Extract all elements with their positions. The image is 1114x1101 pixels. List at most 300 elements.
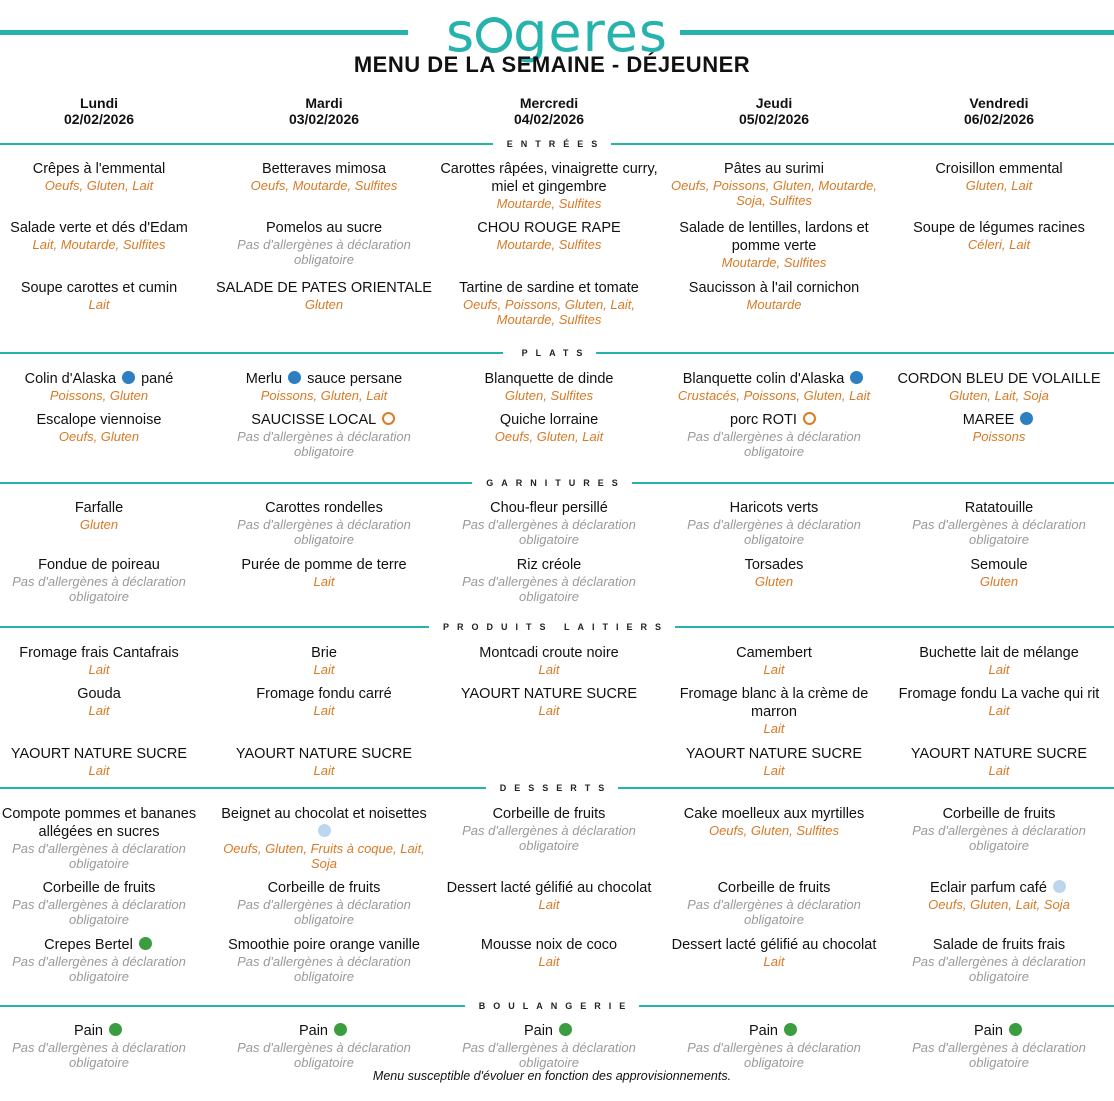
- allergen-list: Pas d'allergènes à déclaration obligatoire: [12, 574, 186, 604]
- fish-badge-icon: [1020, 412, 1033, 425]
- dish-name: [0, 1022, 211, 1040]
- menu-item: [437, 556, 661, 604]
- dish-name: [662, 370, 886, 388]
- dish-label: YAOURT NATURE SUCRE: [685, 746, 863, 762]
- day-header: [889, 95, 1109, 127]
- allergen-list: Poissons: [972, 429, 1026, 444]
- menu-item: [887, 685, 1111, 718]
- allergen-list: Pas d'allergènes à déclaration obligatoire: [237, 429, 411, 459]
- dish-label: Blanquette de dinde: [484, 371, 614, 387]
- dish-label: Gouda: [77, 686, 121, 702]
- allergen-list: Poissons, Gluten: [49, 388, 149, 403]
- allergen-list: Gluten, Lait, Soja: [949, 388, 1049, 403]
- section-label: PLATS: [508, 348, 597, 358]
- menu-item: [437, 160, 661, 211]
- allergen-list: Pas d'allergènes à déclaration obligatoire: [237, 954, 411, 984]
- menu-item: [662, 879, 886, 927]
- dish-name: [0, 745, 211, 763]
- dish-name: [0, 370, 211, 388]
- dish-label: CHOU ROUGE RAPE: [477, 220, 621, 236]
- menu-item: [0, 685, 211, 718]
- dish-name: [0, 411, 211, 429]
- dish-name: [0, 160, 211, 178]
- dish-name: [0, 556, 211, 574]
- dish-label: Compote pommes et bananes allégées en sucres: [1, 806, 197, 840]
- menu-item: [0, 936, 211, 984]
- allergen-list: Lait: [88, 662, 110, 677]
- section-divider-entrees: [0, 137, 1114, 151]
- menu-item: [887, 644, 1111, 677]
- dish-label: Torsades: [744, 557, 804, 573]
- allergen-list: Gluten: [79, 517, 119, 532]
- dish-name: [212, 879, 436, 897]
- allergen-list: Céleri, Lait: [967, 237, 1031, 252]
- dish-name: [887, 411, 1111, 429]
- dish-label: Buchette lait de mélange: [919, 645, 1079, 661]
- dish-label: Pain: [973, 1023, 1003, 1039]
- allergen-list: Moutarde, Sulfites: [496, 237, 602, 252]
- menu-item: [437, 805, 661, 853]
- menu-item: [887, 370, 1111, 403]
- dish-name: [662, 499, 886, 517]
- dish-name: [662, 879, 886, 897]
- dish-label: Fromage fondu carré: [256, 686, 392, 702]
- day-date: 05/02/2026: [738, 111, 810, 127]
- dish-name: [887, 499, 1111, 517]
- allergen-list: Oeufs, Gluten, Lait: [44, 178, 154, 193]
- dish-name: [887, 556, 1111, 574]
- dish-label: Fromage blanc à la crème de marron: [679, 686, 869, 720]
- allergen-list: Oeufs, Gluten: [58, 429, 140, 444]
- bio-badge-icon: [559, 1023, 572, 1036]
- dish-name: [887, 745, 1111, 763]
- dish-label: Pâtes au surimi: [724, 161, 824, 177]
- dish-label: YAOURT NATURE SUCRE: [10, 746, 188, 762]
- dish-name: [662, 219, 886, 255]
- menu-item: [212, 685, 436, 718]
- dish-label: Corbeille de fruits: [492, 806, 606, 822]
- allergen-list: Lait: [313, 662, 335, 677]
- dish-name: [437, 936, 661, 954]
- dish-label: SALADE DE PATES ORIENTALE: [216, 280, 432, 296]
- allergen-list: Oeufs, Gluten, Lait, Soja: [928, 897, 1070, 912]
- dish-name: [887, 370, 1111, 388]
- allergen-list: Lait: [538, 662, 560, 677]
- dish-label: Semoule: [970, 557, 1028, 573]
- dish-label: YAOURT NATURE SUCRE: [460, 686, 638, 702]
- section-label: PRODUITS LAITIERS: [429, 622, 675, 632]
- allergen-list: Lait: [313, 574, 335, 589]
- menu-item: [887, 936, 1111, 984]
- menu-item: [437, 219, 661, 252]
- allergen-list: Lait: [988, 662, 1010, 677]
- menu-item: [887, 160, 1111, 193]
- menu-item: [0, 411, 211, 444]
- dish-label: CORDON BLEU DE VOLAILLE: [897, 371, 1101, 387]
- footer-note: Menu susceptible d'évoluer en fonction des approvisionnements.: [372, 1069, 732, 1083]
- dish-label: Purée de pomme de terre: [241, 557, 407, 573]
- dish-name: [212, 279, 436, 297]
- menu-item: [662, 279, 886, 312]
- dish-label: Chou-fleur persillé: [490, 500, 608, 516]
- local-badge-icon: [382, 412, 395, 425]
- dish-name: [212, 499, 436, 517]
- day-date: 06/02/2026: [963, 111, 1035, 127]
- allergen-list: Gluten: [304, 297, 344, 312]
- menu-item: [212, 219, 436, 267]
- allergen-list: Pas d'allergènes à déclaration obligatoire: [237, 1040, 411, 1070]
- dish-label: Colin d'Alaska: [24, 371, 117, 387]
- menu-item: [437, 370, 661, 403]
- dish-label: Blanquette colin d'Alaska: [682, 371, 845, 387]
- menu-item: [662, 745, 886, 778]
- menu-item: [662, 1022, 886, 1070]
- dish-name: [887, 644, 1111, 662]
- sogeres-logo: s geres: [445, 1, 668, 64]
- dish-label: Fromage fondu La vache qui rit: [898, 686, 1100, 702]
- allergen-list: Pas d'allergènes à déclaration obligatoire: [687, 517, 861, 547]
- dish-name: [437, 411, 661, 429]
- menu-item: [212, 936, 436, 984]
- dish-label: YAOURT NATURE SUCRE: [910, 746, 1088, 762]
- allergen-list: Pas d'allergènes à déclaration obligatoire: [462, 823, 636, 853]
- allergen-list: Gluten: [979, 574, 1019, 589]
- dish-name: [662, 411, 886, 429]
- dish-label: MAREE: [962, 412, 1015, 428]
- dish-label: Farfalle: [74, 500, 124, 516]
- dish-label: Smoothie poire orange vanille: [228, 937, 420, 953]
- day-header: [0, 95, 209, 127]
- section-label: ENTRÉES: [493, 139, 612, 149]
- bio-badge-icon: [1009, 1023, 1022, 1036]
- dish-label: Fromage frais Cantafrais: [19, 645, 179, 661]
- dish-name: [887, 1022, 1111, 1040]
- menu-item: [887, 745, 1111, 778]
- fish-badge-icon: [122, 371, 135, 384]
- menu-item: [212, 879, 436, 927]
- dish-name: [212, 685, 436, 703]
- day-date: 03/02/2026: [288, 111, 360, 127]
- menu-item: [887, 879, 1111, 912]
- dish-name: [212, 644, 436, 662]
- section-label: DESSERTS: [486, 783, 619, 793]
- menu-item: [662, 685, 886, 736]
- menu-item: [212, 370, 436, 403]
- allergen-list: Pas d'allergènes à déclaration obligatoire: [12, 954, 186, 984]
- allergen-list: Pas d'allergènes à déclaration obligatoire: [912, 823, 1086, 853]
- dish-name: [0, 805, 211, 841]
- menu-item: [0, 805, 211, 871]
- dish-name: [662, 805, 886, 823]
- dish-label: Haricots verts: [729, 500, 819, 516]
- allergen-list: Pas d'allergènes à déclaration obligatoire: [687, 429, 861, 459]
- dish-name: [662, 936, 886, 954]
- menu-item: [437, 1022, 661, 1070]
- dish-name: [662, 644, 886, 662]
- dish-label: Dessert lacté gélifié au chocolat: [671, 937, 877, 953]
- dish-label: Quiche lorraine: [499, 412, 599, 428]
- menu-item: [0, 499, 211, 532]
- dish-name: [212, 219, 436, 237]
- allergen-list: Pas d'allergènes à déclaration obligatoire: [237, 237, 411, 267]
- allergen-list: Lait: [538, 703, 560, 718]
- menu-item: [437, 499, 661, 547]
- menu-item: [212, 745, 436, 778]
- menu-item: [662, 936, 886, 969]
- menu-item: [212, 644, 436, 677]
- dish-name: [437, 279, 661, 297]
- menu-item: [0, 219, 211, 252]
- dish-name: [887, 160, 1111, 178]
- dish-label: Pain: [523, 1023, 553, 1039]
- dish-name: [662, 1022, 886, 1040]
- allergen-list: Oeufs, Poissons, Gluten, Lait, Moutarde, Sulfites: [463, 297, 635, 327]
- fish-badge-icon: [288, 371, 301, 384]
- section-divider-garnitures: [0, 476, 1114, 490]
- menu-item: [437, 936, 661, 969]
- allergen-list: Poissons, Gluten, Lait: [260, 388, 388, 403]
- menu-item: [437, 279, 661, 327]
- dish-name: [0, 279, 211, 297]
- dish-label: Pain: [748, 1023, 778, 1039]
- dish-name: [887, 219, 1111, 237]
- dish-label: Salade de lentilles, lardons et pomme verte: [679, 220, 869, 254]
- menu-item: [0, 279, 211, 312]
- menu-item: [662, 644, 886, 677]
- allergen-list: Pas d'allergènes à déclaration obligatoire: [687, 897, 861, 927]
- menu-item: [662, 805, 886, 838]
- menu-item: [437, 411, 661, 444]
- bio-badge-icon: [139, 937, 152, 950]
- dish-label: Tartine de sardine et tomate: [459, 280, 639, 296]
- dish-name: [212, 936, 436, 954]
- menu-item: [0, 644, 211, 677]
- menu-item: [662, 556, 886, 589]
- header-bar-left: [0, 30, 408, 35]
- menu-item: [212, 160, 436, 193]
- dish-suffix: pané: [141, 371, 174, 387]
- menu-item: [662, 499, 886, 547]
- menu-item: [212, 1022, 436, 1070]
- dish-label: Soupe de légumes racines: [913, 220, 1085, 236]
- dish-label: Carottes râpées, vinaigrette curry, miel et gingembre: [440, 161, 658, 195]
- allergen-list: Pas d'allergènes à déclaration obligatoire: [912, 517, 1086, 547]
- allergen-list: Pas d'allergènes à déclaration obligatoire: [462, 1040, 636, 1070]
- fish-badge-icon: [850, 371, 863, 384]
- allergen-list: Moutarde, Sulfites: [496, 196, 602, 211]
- allergen-list: Gluten, Lait: [965, 178, 1033, 193]
- dish-label: Merlu: [245, 371, 283, 387]
- menu-item: [887, 499, 1111, 547]
- menu-item: [887, 411, 1111, 444]
- dish-label: Corbeille de fruits: [42, 880, 156, 896]
- section-label: BOULANGERIE: [465, 1001, 640, 1011]
- dish-label: Dessert lacté gélifié au chocolat: [446, 880, 652, 896]
- page-title: MENU DE LA SEMAINE - DÉJEUNER: [353, 52, 751, 77]
- menu-item: [0, 879, 211, 927]
- dish-name: [437, 685, 661, 703]
- allergen-list: Lait: [763, 954, 785, 969]
- menu-item: [0, 745, 211, 778]
- menu-item: [887, 1022, 1111, 1070]
- section-divider-laitiers: [0, 620, 1114, 634]
- dish-label: Soupe carottes et cumin: [20, 280, 178, 296]
- menu-item: [437, 879, 661, 912]
- allergen-list: Lait: [313, 763, 335, 778]
- local-badge-icon: [803, 412, 816, 425]
- menu-item: [0, 556, 211, 604]
- dish-name: [212, 556, 436, 574]
- menu-item: [212, 556, 436, 589]
- dish-name: [212, 160, 436, 178]
- dish-name: [437, 1022, 661, 1040]
- allergen-list: Pas d'allergènes à déclaration obligatoire: [12, 841, 186, 871]
- dish-label: Saucisson à l'ail cornichon: [688, 280, 860, 296]
- dish-name: [437, 556, 661, 574]
- dish-label: Crepes Bertel: [44, 937, 133, 953]
- allergen-list: Pas d'allergènes à déclaration obligatoire: [462, 517, 636, 547]
- dish-label: Fondue de poireau: [38, 557, 160, 573]
- allergen-list: Oeufs, Poissons, Gluten, Moutarde, Soja, Sulfites: [671, 178, 877, 208]
- dish-label: Pain: [298, 1023, 328, 1039]
- dish-label: Escalope viennoise: [36, 412, 162, 428]
- dish-name: [437, 644, 661, 662]
- section-divider-desserts: [0, 781, 1114, 795]
- dish-label: Corbeille de fruits: [942, 806, 1056, 822]
- allergen-list: Gluten: [754, 574, 794, 589]
- dish-name: [212, 805, 436, 841]
- menu-item: [212, 279, 436, 312]
- dish-label: Eclair parfum café: [930, 880, 1047, 896]
- dish-name: [662, 279, 886, 297]
- dish-label: Salade verte et dés d'Edam: [10, 220, 188, 236]
- dish-label: Corbeille de fruits: [267, 880, 381, 896]
- dish-name: [0, 685, 211, 703]
- allergen-list: Lait: [88, 297, 110, 312]
- allergen-list: Oeufs, Gluten, Sulfites: [708, 823, 840, 838]
- menu-item: [887, 219, 1111, 252]
- day-name: Mardi: [305, 95, 343, 111]
- frozen-badge-icon: [318, 824, 331, 837]
- menu-item: [662, 370, 886, 403]
- section-label: GARNITURES: [472, 478, 632, 488]
- dish-label: SAUCISSE LOCAL: [251, 412, 376, 428]
- day-header: [214, 95, 434, 127]
- allergen-list: Oeufs, Gluten, Fruits à coque, Lait, Soja: [223, 841, 425, 871]
- allergen-list: Pas d'allergènes à déclaration obligatoire: [237, 517, 411, 547]
- allergen-list: Oeufs, Moutarde, Sulfites: [250, 178, 398, 193]
- allergen-list: Crustacés, Poissons, Gluten, Lait: [677, 388, 871, 403]
- allergen-list: Pas d'allergènes à déclaration obligatoire: [687, 1040, 861, 1070]
- dish-name: [437, 160, 661, 196]
- menu-item: [0, 160, 211, 193]
- allergen-list: Lait: [538, 954, 560, 969]
- allergen-list: Lait: [538, 897, 560, 912]
- dish-label: Carottes rondelles: [265, 500, 383, 516]
- menu-item: [212, 805, 436, 871]
- day-name: Jeudi: [755, 95, 793, 111]
- dish-name: [887, 685, 1111, 703]
- dish-label: Cake moelleux aux myrtilles: [683, 806, 865, 822]
- dish-name: [437, 219, 661, 237]
- dish-name: [437, 499, 661, 517]
- dish-label: Camembert: [736, 645, 812, 661]
- allergen-list: Pas d'allergènes à déclaration obligatoire: [12, 897, 186, 927]
- allergen-list: Pas d'allergènes à déclaration obligatoire: [912, 1040, 1086, 1070]
- menu-item: [662, 411, 886, 459]
- day-name: Mercredi: [519, 95, 579, 111]
- menu-item: [437, 685, 661, 718]
- dish-label: Ratatouille: [964, 500, 1034, 516]
- allergen-list: Moutarde: [746, 297, 802, 312]
- allergen-list: Lait: [988, 703, 1010, 718]
- dish-name: [662, 685, 886, 721]
- allergen-list: Lait: [88, 703, 110, 718]
- menu-item: [212, 411, 436, 459]
- menu-item: [662, 160, 886, 208]
- dish-name: [0, 879, 211, 897]
- dish-name: [0, 644, 211, 662]
- day-name: Lundi: [79, 95, 119, 111]
- day-header: [439, 95, 659, 127]
- dish-name: [437, 879, 661, 897]
- dish-label: Corbeille de fruits: [717, 880, 831, 896]
- dish-name: [0, 219, 211, 237]
- dish-name: [887, 805, 1111, 823]
- dish-label: YAOURT NATURE SUCRE: [235, 746, 413, 762]
- dish-name: [212, 411, 436, 429]
- section-divider-boulangerie: [0, 999, 1114, 1013]
- dish-name: [437, 370, 661, 388]
- dish-name: [212, 745, 436, 763]
- allergen-list: Gluten, Sulfites: [504, 388, 594, 403]
- dish-name: [0, 936, 211, 954]
- section-divider-plats: [0, 346, 1114, 360]
- allergen-list: Lait, Moutarde, Sulfites: [32, 237, 166, 252]
- dish-suffix: sauce persane: [307, 371, 403, 387]
- menu-item: [887, 805, 1111, 853]
- menu-item: [887, 556, 1111, 589]
- allergen-list: Pas d'allergènes à déclaration obligatoire: [237, 897, 411, 927]
- frozen-badge-icon: [1053, 880, 1066, 893]
- allergen-list: Oeufs, Gluten, Lait: [494, 429, 604, 444]
- dish-name: [212, 370, 436, 388]
- dish-name: [662, 745, 886, 763]
- dish-label: Salade de fruits frais: [932, 937, 1066, 953]
- allergen-list: Pas d'allergènes à déclaration obligatoire: [12, 1040, 186, 1070]
- allergen-list: Lait: [988, 763, 1010, 778]
- dish-label: Pain: [73, 1023, 103, 1039]
- allergen-list: Lait: [763, 662, 785, 677]
- dish-name: [662, 556, 886, 574]
- dish-label: Pomelos au sucre: [265, 220, 383, 236]
- dish-name: [0, 499, 211, 517]
- allergen-list: Lait: [88, 763, 110, 778]
- dish-label: Montcadi croute noire: [479, 645, 619, 661]
- menu-item: [437, 644, 661, 677]
- menu-item: [0, 370, 211, 403]
- dish-label: porc ROTI: [730, 412, 797, 428]
- header-bar-right: [680, 30, 1114, 35]
- dish-label: Riz créole: [516, 557, 582, 573]
- menu-item: [0, 1022, 211, 1070]
- dish-label: Beignet au chocolat et noisettes: [221, 806, 427, 822]
- dish-label: Crêpes à l'emmental: [32, 161, 166, 177]
- day-date: 02/02/2026: [63, 111, 135, 127]
- day-name: Vendredi: [969, 95, 1029, 111]
- day-header: [664, 95, 884, 127]
- menu-item: [212, 499, 436, 547]
